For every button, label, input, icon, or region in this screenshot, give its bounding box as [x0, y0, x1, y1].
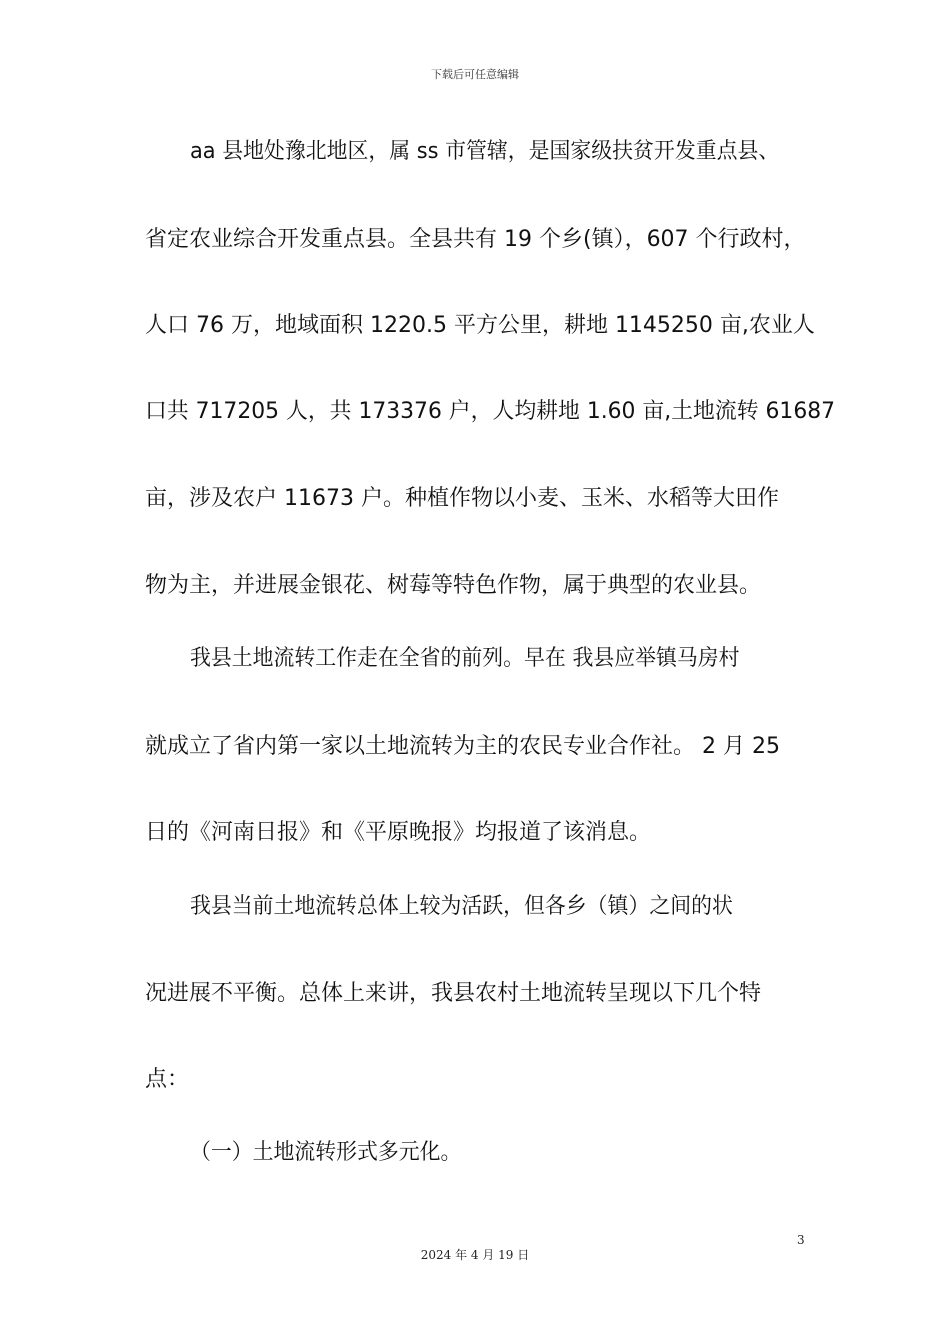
paragraph-line: 我县土地流转工作走在全省的前列。早在 我县应举镇马房村 — [190, 646, 740, 671]
paragraph-line: 口共 717205 人，共 173376 户，人均耕地 1.60 亩,土地流转 61687 — [145, 399, 836, 424]
paragraph-line: 就成立了省内第一家以土地流转为主的农民专业合作社。 2 月 25 — [145, 734, 780, 759]
paragraph-line: 我县当前土地流转总体上较为活跃，但各乡（镇）之间的状 — [190, 894, 733, 919]
paragraph-line: 物为主，并进展金银花、树莓等特色作物，属于典型的农业县。 — [145, 573, 762, 598]
paragraph-line: 点： — [145, 1067, 190, 1092]
paragraph-line: 人口 76 万，地域面积 1220.5 平方公里，耕地 1145250 亩,农业人 — [145, 313, 815, 338]
page-number: 3 — [797, 1233, 805, 1247]
paragraph-line: 亩，涉及农户 11673 户。种植作物以小麦、玉米、水稻等大田作 — [145, 486, 779, 511]
paragraph-line: 日的《河南日报》和《平原晚报》均报道了该消息。 — [145, 820, 652, 845]
paragraph-line: aa 县地处豫北地区，属 ss 市管辖，是国家级扶贫开发重点县、 — [190, 139, 780, 164]
section-heading: （一）土地流转形式多元化。 — [190, 1140, 462, 1165]
page-header: 下载后可任意编辑 — [431, 68, 519, 81]
page-footer-date: 2024 年 4 月 19 日 — [420, 1248, 530, 1262]
paragraph-line: 省定农业综合开发重点县。全县共有 19 个乡(镇），607 个行政村， — [145, 227, 806, 252]
paragraph-line: 况进展不平衡。总体上来讲，我县农村土地流转呈现以下几个特 — [145, 981, 762, 1006]
